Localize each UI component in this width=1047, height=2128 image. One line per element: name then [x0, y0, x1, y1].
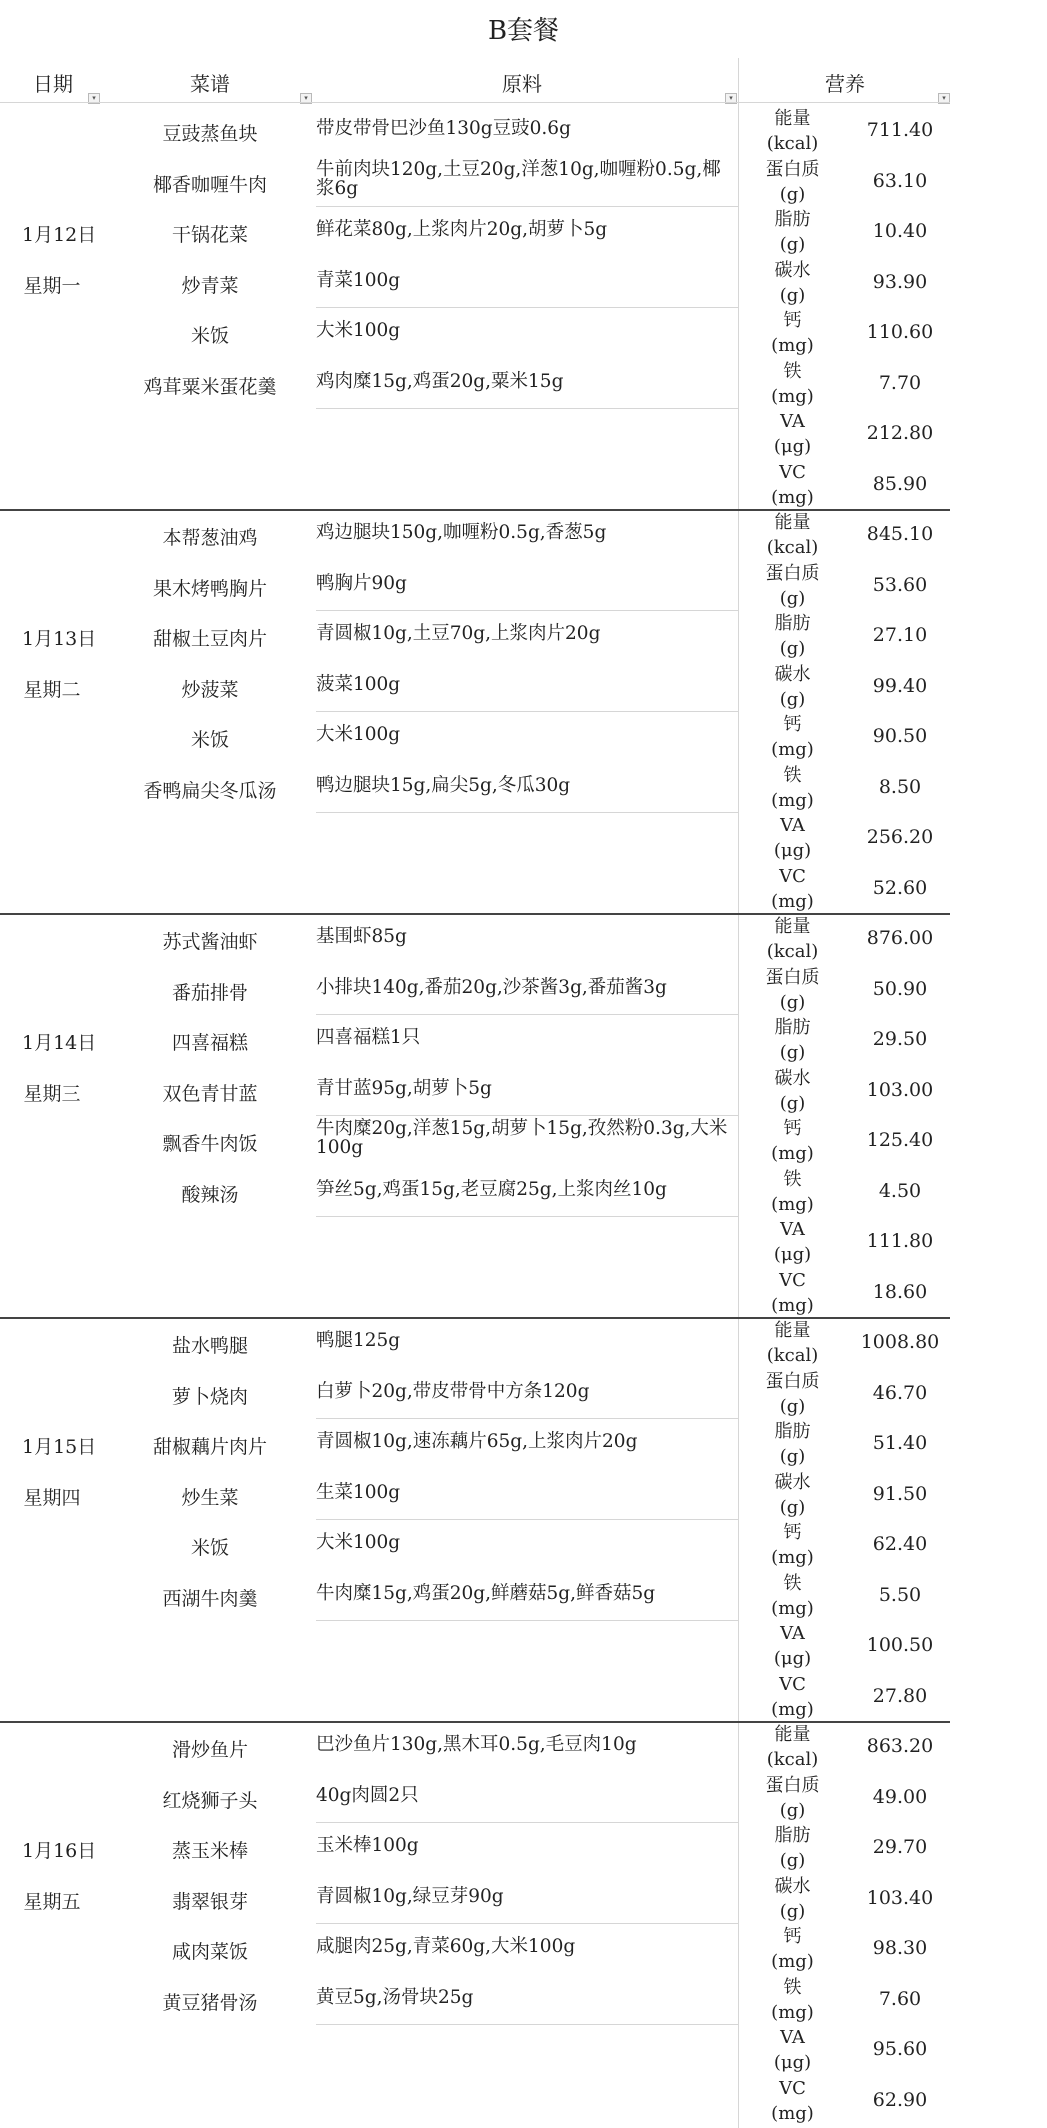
nutrient-label: [745, 2025, 840, 2075]
header-dish: 菜谱: [190, 71, 230, 96]
nutrient-name: 铁: [783, 1572, 802, 1594]
nutrient-name: 脂肪: [774, 1825, 811, 1846]
day-date: 1月13日: [22, 628, 97, 650]
nutrient-unit: (kcal): [766, 941, 819, 962]
nutrient-unit: (g): [779, 1900, 806, 1922]
nutrient-unit: (μg): [773, 436, 812, 457]
nutrient-unit: (g): [779, 1496, 806, 1518]
nutrient-label: [745, 1571, 840, 1621]
nutrient-unit: (mg): [771, 1143, 814, 1164]
nutrient-label: [745, 813, 840, 863]
nutrient-value: 1008.80: [860, 1331, 940, 1353]
nutrient-value: 29.50: [872, 1028, 928, 1050]
nutrient-unit: (mg): [771, 486, 814, 508]
dish-name: 干锅花菜: [171, 224, 248, 246]
nutrient-name: 蛋白质: [765, 158, 820, 180]
nutrient-name: 能量: [774, 108, 811, 129]
dish-name: 苏式酱油虾: [162, 931, 258, 953]
nutrient-unit: (g): [779, 638, 806, 659]
nutrient-name: VA: [780, 411, 805, 432]
ingredient-row-border: [316, 2024, 738, 2025]
ingredient-row-border: [316, 1822, 738, 1823]
nutrient-value: 62.90: [872, 2088, 928, 2111]
nutrient-name: VC: [779, 1269, 806, 1291]
nutrient-name: 蛋白质: [765, 1370, 820, 1392]
nutrient-unit: (mg): [771, 789, 814, 811]
dish-ingredients: 大米100g: [316, 724, 401, 745]
nutrient-label: [745, 1975, 840, 2025]
dish-ingredients: 咸腿肉25g,青菜60g,大米100g: [316, 1936, 576, 1957]
nutrient-unit: (kcal): [766, 537, 819, 558]
dish-name: 炒菠菜: [181, 678, 239, 701]
dish-ingredients: 鸡边腿块150g,咖喱粉0.5g,香葱5g: [316, 522, 607, 543]
nutrient-name: 脂肪: [774, 1017, 811, 1038]
day-date: 1月15日: [22, 1436, 97, 1458]
nutrient-unit: (kcal): [766, 133, 819, 154]
nutrient-label: [745, 258, 840, 308]
nutrient-value: 212.80: [866, 422, 934, 444]
ingredient-row-border: [316, 307, 738, 308]
nutrient-label: [745, 1924, 840, 1974]
nutrient-label: [745, 1116, 840, 1166]
nutrient-value: 52.60: [872, 876, 928, 899]
ingredient-row-border: [316, 408, 738, 409]
nutrient-name: 钙: [783, 1926, 802, 1947]
header-date: 日期: [33, 71, 73, 96]
nutrient-unit: (mg): [771, 385, 814, 407]
dish-name: 米饭: [190, 325, 229, 347]
dish-name: 四喜福糕: [171, 1032, 248, 1054]
nutrient-name: VA: [780, 1623, 805, 1644]
nutrient-unit: (g): [779, 284, 806, 306]
nutrient-value: 863.20: [866, 1735, 934, 1757]
nutrient-name: 铁: [783, 1976, 802, 1998]
nutrient-label: [745, 1823, 840, 1873]
dish-ingredients: 鸭边腿块15g,扁尖5g,冬瓜30g: [316, 774, 571, 796]
nutrient-value: 711.40: [866, 119, 934, 141]
nutrient-unit: (mg): [771, 1597, 814, 1619]
dish-ingredients: 白萝卜20g,带皮带骨中方条120g: [316, 1380, 590, 1402]
nutrient-unit: (mg): [771, 335, 814, 356]
nutrient-value: 10.40: [872, 220, 928, 242]
nutrient-name: 铁: [783, 360, 802, 382]
nutrient-value: 103.40: [866, 1886, 934, 1909]
nutrient-name: VA: [780, 1219, 805, 1240]
nutrient-label: [745, 1874, 840, 1924]
nutrient-label: [745, 611, 840, 661]
nutrient-value: 7.60: [878, 1987, 922, 2010]
dish-ingredients: 鸭腿125g: [316, 1330, 401, 1351]
nutrient-unit: (g): [779, 991, 806, 1013]
nutrient-value: 8.50: [878, 775, 922, 798]
dish-name: 红烧狮子头: [162, 1789, 258, 1812]
dish-ingredients: 黄豆5g,汤骨块25g: [316, 1986, 474, 2008]
nutrient-label: [745, 409, 840, 459]
nutrient-unit: (mg): [771, 2102, 814, 2124]
nutrient-value: 51.40: [872, 1432, 928, 1454]
nutrient-name: 钙: [783, 1118, 802, 1139]
dish-name: 米饭: [190, 1537, 229, 1559]
nutrient-unit: (kcal): [766, 1345, 819, 1366]
dish-name: 咸肉菜饭: [171, 1941, 248, 1963]
nutrient-value: 125.40: [866, 1129, 934, 1151]
nutrient-name: 铁: [783, 764, 802, 786]
dish-name: 飘香牛肉饭: [162, 1133, 258, 1155]
nutrient-name: VA: [780, 815, 805, 836]
nutrient-value: 93.90: [872, 270, 928, 293]
nutrient-name: 钙: [783, 310, 802, 331]
nutrient-label: [745, 106, 840, 156]
nutrition-column-divider: [738, 58, 739, 2128]
nutrient-value: 18.60: [872, 1280, 928, 1303]
nutrient-label: [745, 1470, 840, 1520]
dish-ingredients: 青甘蓝95g,胡萝卜5g: [316, 1077, 492, 1099]
ingredient-row-border: [316, 1014, 738, 1015]
ingredient-row-border: [316, 812, 738, 813]
nutrient-value: 27.80: [872, 1684, 928, 1707]
nutrient-name: 能量: [774, 1724, 811, 1745]
nutrient-unit: (mg): [771, 2001, 814, 2023]
day-weekday: 星期五: [23, 1890, 81, 1913]
nutrient-label: [745, 460, 840, 510]
nutrient-label: [745, 1773, 840, 1823]
nutrient-label: [745, 1066, 840, 1116]
dish-ingredients: 牛肉糜15g,鸡蛋20g,鲜蘑菇5g,鲜香菇5g: [316, 1582, 656, 1604]
dish-name: 米饭: [190, 729, 229, 751]
nutrient-name: 钙: [783, 1522, 802, 1543]
nutrient-value: 63.10: [872, 169, 928, 192]
nutrient-label: [745, 864, 840, 914]
nutrient-label: [745, 1268, 840, 1318]
day-date: 1月14日: [22, 1032, 97, 1054]
dish-ingredients: 鲜花菜80g,上浆肉片20g,胡萝卜5g: [316, 219, 608, 240]
dish-name: 椰香咖喱牛肉: [152, 173, 267, 196]
nutrient-value: 53.60: [872, 573, 928, 596]
dish-name: 番茄排骨: [171, 981, 248, 1004]
dish-ingredients: 鸭胸片90g: [316, 572, 407, 594]
nutrient-name: 蛋白质: [765, 562, 820, 584]
dish-name: 果木烤鸭胸片: [152, 577, 267, 600]
dish-name: 西湖牛肉羹: [162, 1587, 258, 1610]
dish-ingredients: 牛肉糜20g,洋葱15g,胡萝卜15g,孜然粉0.3g,大米100g: [316, 1118, 728, 1158]
nutrient-unit: (g): [779, 1850, 806, 1871]
nutrient-unit: (kcal): [766, 1749, 819, 1770]
dish-name: 翡翠银芽: [171, 1890, 248, 1913]
nutrient-label: [745, 965, 840, 1015]
sheet-title: B套餐: [487, 16, 560, 46]
nutrient-label: [745, 712, 840, 762]
dish-name: 黄豆猪骨汤: [162, 1991, 258, 2014]
day-weekday: 星期二: [23, 678, 81, 701]
day-weekday: 星期四: [23, 1486, 81, 1509]
dish-ingredients: 青圆椒10g,土豆70g,上浆肉片20g: [316, 623, 601, 644]
dish-ingredients: 玉米棒100g: [316, 1835, 419, 1856]
day-weekday: 星期三: [23, 1082, 81, 1105]
nutrient-label: [745, 1722, 840, 1772]
nutrient-value: 5.50: [878, 1583, 922, 1606]
nutrient-name: 脂肪: [774, 209, 811, 230]
nutrient-unit: (μg): [773, 1244, 812, 1265]
nutrient-name: 蛋白质: [765, 1774, 820, 1796]
dish-ingredients: 40g肉圆2只: [316, 1784, 419, 1806]
nutrient-unit: (g): [779, 1042, 806, 1063]
dish-name: 酸辣汤: [181, 1183, 239, 1206]
header-ingredients: 原料: [502, 71, 542, 96]
nutrient-value: 50.90: [872, 977, 928, 1000]
dish-ingredients: 笋丝5g,鸡蛋15g,老豆腐25g,上浆肉丝10g: [316, 1178, 667, 1200]
dish-ingredients: 青圆椒10g,速冻藕片65g,上浆肉片20g: [316, 1431, 638, 1452]
nutrient-name: 碳水: [774, 1875, 811, 1897]
dish-name: 盐水鸭腿: [171, 1335, 248, 1357]
dish-ingredients: 小排块140g,番茄20g,沙茶酱3g,番茄酱3g: [316, 976, 667, 998]
nutrient-value: 256.20: [866, 826, 934, 848]
nutrient-unit: (g): [779, 1092, 806, 1114]
nutrient-label: [745, 1672, 840, 1722]
dish-filter-dropdown-icon[interactable]: ▾: [300, 93, 312, 104]
day-date: 1月12日: [22, 224, 97, 246]
nutrient-unit: (μg): [773, 1648, 812, 1669]
ingredient-row-border: [316, 1418, 738, 1419]
ingredient-row-border: [316, 206, 738, 207]
ingredient-row-border: [316, 1115, 738, 1116]
nutrient-name: VC: [779, 461, 806, 483]
nutrient-value: 103.00: [866, 1078, 934, 1101]
nutrient-name: 能量: [774, 1320, 811, 1341]
nutrient-name: VC: [779, 1673, 806, 1695]
nutrient-unit: (mg): [771, 1294, 814, 1316]
nutrient-label: [745, 1217, 840, 1267]
dish-ingredients: 大米100g: [316, 1532, 401, 1553]
dish-name: 炒生菜: [181, 1486, 239, 1509]
dish-ingredients: 基围虾85g: [316, 926, 407, 947]
nutrient-value: 90.50: [872, 725, 928, 747]
nutrient-name: 碳水: [774, 1471, 811, 1493]
nutrient-name: 脂肪: [774, 613, 811, 634]
nutrient-name: 能量: [774, 512, 811, 533]
nutrient-label: [745, 1318, 840, 1368]
nutrient-label: [745, 207, 840, 257]
dish-name: 甜椒土豆肉片: [152, 628, 267, 650]
nutrient-unit: (g): [779, 183, 806, 205]
nutrient-label: [745, 308, 840, 358]
dish-name: 豆豉蒸鱼块: [162, 123, 258, 145]
dish-ingredients: 青菜100g: [316, 269, 401, 291]
nutrient-label: [745, 1621, 840, 1671]
ingredients-filter-dropdown-icon[interactable]: ▾: [725, 93, 737, 104]
nutrient-name: 脂肪: [774, 1421, 811, 1442]
dish-name: 蒸玉米棒: [171, 1840, 248, 1862]
nutrient-name: 蛋白质: [765, 966, 820, 988]
ingredient-row-border: [316, 711, 738, 712]
nutrient-label: [745, 1015, 840, 1065]
dish-ingredients: 巴沙鱼片130g,黑木耳0.5g,毛豆肉10g: [316, 1734, 637, 1755]
ingredient-row-border: [316, 1519, 738, 1520]
nutrient-unit: (mg): [771, 1951, 814, 1972]
ingredient-row-border: [316, 1923, 738, 1924]
dish-name: 双色青甘蓝: [162, 1082, 258, 1105]
date-filter-dropdown-icon[interactable]: ▾: [88, 93, 100, 104]
nutrient-value: 100.50: [866, 1634, 934, 1656]
nutrient-value: 99.40: [872, 674, 928, 697]
nutrient-value: 29.70: [872, 1836, 928, 1858]
nutrient-value: 95.60: [872, 2038, 928, 2060]
dish-name: 炒青菜: [181, 274, 239, 297]
nutrient-value: 110.60: [866, 321, 934, 343]
nutrient-name: VC: [779, 2077, 806, 2099]
nutrient-unit: (mg): [771, 1698, 814, 1720]
nutrient-unit: (g): [779, 688, 806, 710]
dish-ingredients: 菠菜100g: [316, 673, 401, 695]
nutrient-name: 钙: [783, 714, 802, 735]
nutrient-unit: (mg): [771, 1193, 814, 1215]
nutrient-label: [745, 510, 840, 560]
nutrient-label: [745, 2076, 840, 2126]
nutrient-name: 碳水: [774, 259, 811, 281]
dish-ingredients: 带皮带骨巴沙鱼130g豆豉0.6g: [316, 118, 571, 139]
nutrient-value: 876.00: [866, 927, 934, 949]
nutrient-unit: (g): [779, 1395, 806, 1417]
nutrient-value: 85.90: [872, 472, 928, 495]
nutrient-value: 111.80: [866, 1230, 934, 1252]
nutrient-unit: (g): [779, 1446, 806, 1467]
day-date: 1月16日: [22, 1840, 97, 1862]
ingredient-row-border: [316, 610, 738, 611]
dish-ingredients: 牛前肉块120g,土豆20g,洋葱10g,咖喱粉0.5g,椰浆6g: [316, 158, 721, 199]
dish-name: 鸡茸粟米蛋花羹: [143, 375, 277, 398]
nutrient-name: VC: [779, 865, 806, 887]
dish-name: 滑炒鱼片: [171, 1739, 248, 1761]
nutrient-unit: (μg): [773, 2052, 812, 2073]
dish-ingredients: 生菜100g: [316, 1481, 401, 1503]
dish-name: 萝卜烧肉: [171, 1385, 248, 1408]
nutrient-label: [745, 561, 840, 611]
dish-ingredients: 青圆椒10g,绿豆芽90g: [316, 1885, 504, 1907]
nutrient-label: [745, 157, 840, 207]
header-nutrition: 营养: [825, 71, 865, 96]
nutrient-name: 能量: [774, 916, 811, 937]
nutrient-name: 铁: [783, 1168, 802, 1190]
nutrient-label: [745, 1520, 840, 1570]
nutrient-value: 7.70: [878, 371, 922, 394]
nutrient-label: [745, 359, 840, 409]
nutrient-unit: (mg): [771, 739, 814, 760]
nutrient-name: 碳水: [774, 1067, 811, 1089]
nutrient-label: [745, 662, 840, 712]
ingredient-row-border: [316, 1620, 738, 1621]
nutrient-unit: (g): [779, 1799, 806, 1821]
dish-name: 本帮葱油鸡: [162, 527, 258, 549]
dish-name: 香鸭扁尖冬瓜汤: [143, 779, 277, 802]
nutrient-unit: (g): [779, 587, 806, 609]
nutrient-unit: (mg): [771, 890, 814, 912]
nutrient-value: 49.00: [872, 1785, 928, 1808]
nutrient-value: 91.50: [872, 1482, 928, 1505]
ingredient-row-border: [316, 1216, 738, 1217]
nutrient-label: [745, 1369, 840, 1419]
nutrition-filter-dropdown-icon[interactable]: ▾: [938, 93, 950, 104]
nutrient-value: 98.30: [872, 1937, 928, 1959]
dish-ingredients: 四喜福糕1只: [316, 1027, 421, 1048]
nutrient-label: [745, 763, 840, 813]
nutrient-label: [745, 914, 840, 964]
nutrient-name: VA: [780, 2027, 805, 2048]
nutrient-unit: (μg): [773, 840, 812, 861]
nutrient-label: [745, 1419, 840, 1469]
nutrient-value: 4.50: [878, 1179, 922, 1202]
nutrient-name: 碳水: [774, 663, 811, 685]
nutrient-unit: (g): [779, 234, 806, 255]
nutrient-value: 46.70: [872, 1381, 928, 1404]
nutrient-value: 62.40: [872, 1533, 928, 1555]
nutrient-value: 27.10: [872, 624, 928, 646]
dish-ingredients: 大米100g: [316, 320, 401, 341]
nutrient-value: 845.10: [866, 523, 934, 545]
header-bottom-border: [0, 102, 950, 103]
dish-ingredients: 鸡肉糜15g,鸡蛋20g,粟米15g: [316, 370, 564, 392]
day-weekday: 星期一: [23, 274, 81, 297]
dish-name: 甜椒藕片肉片: [152, 1436, 267, 1458]
nutrient-label: [745, 1167, 840, 1217]
nutrient-unit: (mg): [771, 1547, 814, 1568]
